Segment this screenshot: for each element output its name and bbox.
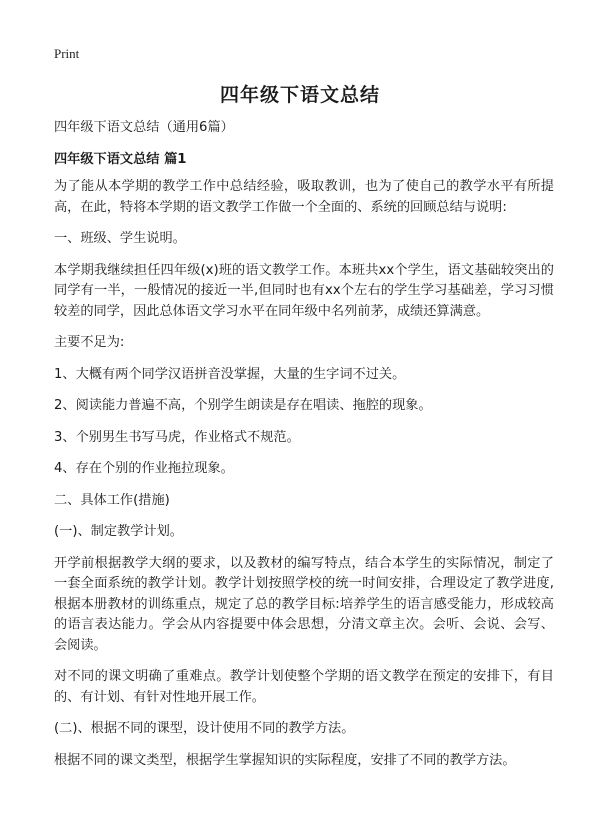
paragraph-teaching-methods: 根据不同的课文类型，根据学生掌握知识的实际程度，安排了不同的教学方法。 <box>54 752 516 768</box>
paragraph-class-overview: 本学期我继续担任四年级(x)班的语文教学工作。本班共xx个学生，语文基础较突出的同学有一半，一般情况的接近一半,但同时也有xx个左右的学生学习基础差，学习习惯较差的同学，因此总体语文学习水平在同年级中名列前茅，成绩还算满意。 <box>54 262 554 319</box>
heading-teaching-methods: (二)、根据不同的课型，设计使用不同的教学方法。 <box>54 721 355 736</box>
paragraph-key-points: 对不同的课文明确了重难点。教学计划使整个学期的语文教学在预定的安排下，有目的、有计划、有针对性地开展工作。 <box>54 669 554 705</box>
document-body <box>54 118 554 771</box>
heading-specific-work: 二、具体工作(措施) <box>54 492 170 508</box>
page-title: 四年级下语文总结 <box>219 84 380 106</box>
list-item-shortcoming-3: 3、个别男生书写马虎，作业格式不规范。 <box>54 429 300 445</box>
heading-teaching-plan: (一)、制定教学计划。 <box>54 524 183 539</box>
heading-class-students: 一、班级、学生说明。 <box>54 231 186 246</box>
list-item-shortcoming-2: 2、阅读能力普遍不高，个别学生朗读是存在唱读、拖腔的现象。 <box>54 398 432 413</box>
paragraph-intro: 为了能从本学期的教学工作中总结经验，吸取教训，也为了使自己的教学水平有所提高，在此，特将本学期的语文教学工作做一个全面的、系统的回顾总结与说明: <box>54 179 554 215</box>
heading-shortcomings: 主要不足为: <box>54 335 125 350</box>
list-item-shortcoming-4: 4、存在个别的作业拖拉现象。 <box>54 461 234 476</box>
print-label: Print <box>54 46 80 61</box>
paragraph-teaching-plan: 开学前根据教学大纲的要求，以及教材的编写特点，结合本学生的实际情况，制定了一套全面系统的教学计划。教学计划按照学校的统一时间安排，合理设定了教学进度,根据本册教材的训练重点，规定了总的教学目标:培养学生的语言感受能力，形成较高的语言表达能力。学会从内容提要中体会思想，分清文章主次。会听、会说、会写、会阅读。 <box>54 555 554 653</box>
section-heading: 四年级下语文总结 篇1 <box>54 151 187 167</box>
document-subtitle: 四年级下语文总结（通用6篇） <box>54 120 234 135</box>
list-item-shortcoming-1: 1、大概有两个同学汉语拼音没掌握，大量的生字词不过关。 <box>54 366 406 382</box>
